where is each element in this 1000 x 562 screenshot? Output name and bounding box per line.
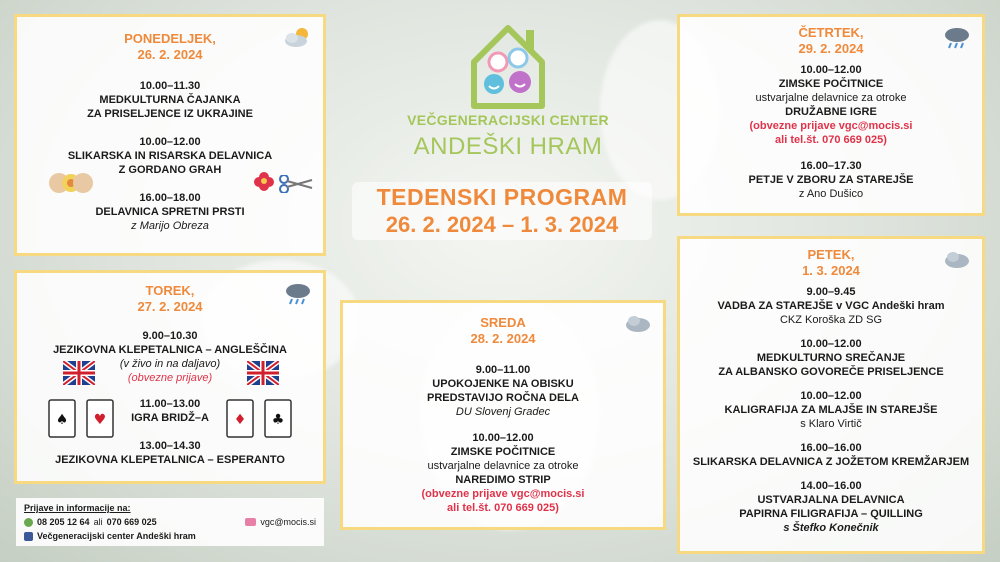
contact-phone: 08 205 12 64: [37, 517, 90, 527]
event-time: 10.00–12.00: [472, 432, 534, 444]
event-title: KALIGRAFIJA ZA MLAJŠE IN STAREJŠE: [724, 404, 938, 416]
facebook-icon: [24, 532, 33, 541]
weather-cloud-icon: [942, 247, 972, 271]
flower-icon: [47, 171, 95, 195]
uk-flag-icon: [247, 361, 279, 385]
brand-line1: VEČGENERACIJSKI CENTER: [407, 112, 609, 128]
event-time: 9.00–11.00: [475, 364, 531, 376]
brand-line2: ANDEŠKI HRAM: [413, 133, 603, 160]
event-registration: (obvezne prijave vgc@mocis.si: [749, 120, 913, 132]
tuesday-card: [14, 270, 326, 484]
contact-box: [16, 498, 324, 546]
event-title: PAPIRNA FILIGRAFIJA – QUILLING: [739, 508, 923, 520]
weather-cloud-icon: [623, 311, 653, 335]
event-time: 10.00–11.30: [139, 80, 201, 92]
flower-icon: [251, 169, 277, 195]
tuesday-day: TOREK,: [145, 283, 195, 298]
event-title: MEDKULTURNO SREČANJE: [756, 352, 906, 364]
scissors-icon: [279, 175, 313, 193]
monday-day: PONEDELJEK,: [124, 31, 216, 46]
wednesday-date: 28. 2. 2024: [470, 331, 536, 346]
event-registration: (obvezne prijave): [127, 372, 213, 384]
contact-email[interactable]: vgc@mocis.si: [260, 517, 316, 527]
event-title: PETJE V ZBORU ZA STAREJŠE: [748, 174, 914, 186]
tuesday-date: 27. 2. 2024: [137, 299, 203, 314]
event-title: UPOKOJENKE NA OBISKU: [432, 378, 574, 390]
event-time: 16.00–18.00: [139, 192, 201, 204]
event-note: ustvarjalne delavnice za otroke: [755, 92, 907, 104]
svg-text:♠: ♠: [55, 412, 69, 428]
event-title: NAREDIMO STRIP: [455, 474, 551, 486]
contact-heading: Prijave in informacije na:: [24, 503, 131, 513]
event-host: s Klaro Virtič: [800, 418, 862, 430]
event-time: 10.00–12.00: [800, 338, 862, 350]
event-time: 14.00–16.00: [800, 480, 862, 492]
event-title: SLIKARSKA IN RISARSKA DELAVNICA: [67, 150, 273, 162]
event-title: IGRA BRIDŽ–A: [131, 412, 209, 424]
event-title: ZIMSKE POČITNICE: [450, 446, 556, 458]
playing-card-icon: [47, 399, 117, 439]
event-time: 11.00–13.00: [139, 398, 201, 410]
event-host: z Marijo Obreza: [131, 220, 209, 232]
event-host: DU Slovenj Gradec: [455, 406, 551, 418]
playing-card-icon: [225, 399, 295, 439]
wednesday-day: SREDA: [480, 315, 526, 330]
svg-text:♥: ♥: [93, 412, 107, 428]
thursday-date: 29. 2. 2024: [798, 41, 864, 56]
event-title: JEZIKOVNA KLEPETALNICA – ANGLEŠČINA: [53, 344, 287, 356]
svg-text:♣: ♣: [271, 412, 285, 428]
contact-mobile: 070 669 025: [106, 517, 157, 527]
thursday-day: ČETRTEK,: [798, 25, 864, 40]
event-host: s Štefko Konečnik: [783, 522, 879, 534]
event-title: DELAVNICA SPRETNI PRSTI: [95, 206, 245, 218]
program-title-box: [352, 182, 652, 240]
event-title: ZA ALBANSKO GOVOREČE PRISELJENCE: [718, 366, 944, 378]
friday-card: [677, 236, 985, 554]
event-title: SLIKARSKA DELAVNICA Z JOŽETOM KREMŽARJEM: [692, 456, 970, 468]
event-title: DRUŽABNE IGRE: [785, 106, 877, 118]
event-title: ZIMSKE POČITNICE: [778, 78, 884, 90]
program-title: TEDENSKI PROGRAM: [376, 184, 628, 210]
mail-icon: [245, 518, 256, 526]
event-time: 13.00–14.30: [139, 440, 201, 452]
monday-card: [14, 14, 326, 256]
friday-day: PETEK,: [807, 247, 855, 262]
phone-icon: [24, 518, 33, 527]
event-title: VADBA ZA STAREJŠE v VGC Andeški hram: [717, 300, 945, 312]
friday-date: 1. 3. 2024: [802, 263, 860, 278]
event-time: 10.00–12.00: [800, 64, 862, 76]
event-host: z Ano Dušico: [798, 188, 864, 200]
event-registration: ali tel.št. 070 669 025): [447, 502, 559, 514]
contact-facebook[interactable]: Večgeneracijski center Andeški hram: [37, 531, 196, 541]
weather-sun-cloud-icon: [283, 25, 313, 49]
event-time: 16.00–16.00: [800, 442, 862, 454]
monday-date: 26. 2. 2024: [137, 47, 203, 62]
event-title: Z GORDANO GRAH: [118, 164, 222, 176]
thursday-card: [677, 14, 985, 216]
event-time: 16.00–17.30: [800, 160, 862, 172]
event-title: USTVARJALNA DELAVNICA: [757, 494, 905, 506]
svg-text:♦: ♦: [233, 412, 247, 428]
event-title: JEZIKOVNA KLEPETALNICA – ESPERANTO: [55, 454, 285, 466]
wednesday-card: [340, 300, 666, 530]
event-title: ZA PRISELJENCE IZ UKRAJINE: [87, 108, 253, 120]
event-time: 10.00–12.00: [800, 390, 862, 402]
event-time: 9.00–9.45: [806, 286, 856, 298]
event-time: 10.00–12.00: [139, 136, 201, 148]
andeski-hram-logo: [468, 22, 548, 110]
contact-or: ali: [93, 517, 103, 527]
event-registration: (obvezne prijave vgc@mocis.si: [421, 488, 585, 500]
event-note: (v živo in na daljavo): [119, 358, 221, 370]
event-host: CKZ Koroška ZD SG: [779, 314, 883, 326]
event-registration: ali tel.št. 070 669 025): [775, 134, 887, 146]
weather-rain-cloud-icon: [942, 25, 972, 49]
event-title: MEDKULTURNA ČAJANKA: [99, 94, 241, 106]
event-time: 9.00–10.30: [142, 330, 198, 342]
program-dates: 26. 2. 2024 – 1. 3. 2024: [385, 212, 619, 237]
event-note: ustvarjalne delavnice za otroke: [427, 460, 579, 472]
uk-flag-icon: [63, 361, 95, 385]
event-title: PREDSTAVIJO ROČNA DELA: [427, 392, 579, 404]
weather-rain-cloud-icon: [283, 281, 313, 305]
